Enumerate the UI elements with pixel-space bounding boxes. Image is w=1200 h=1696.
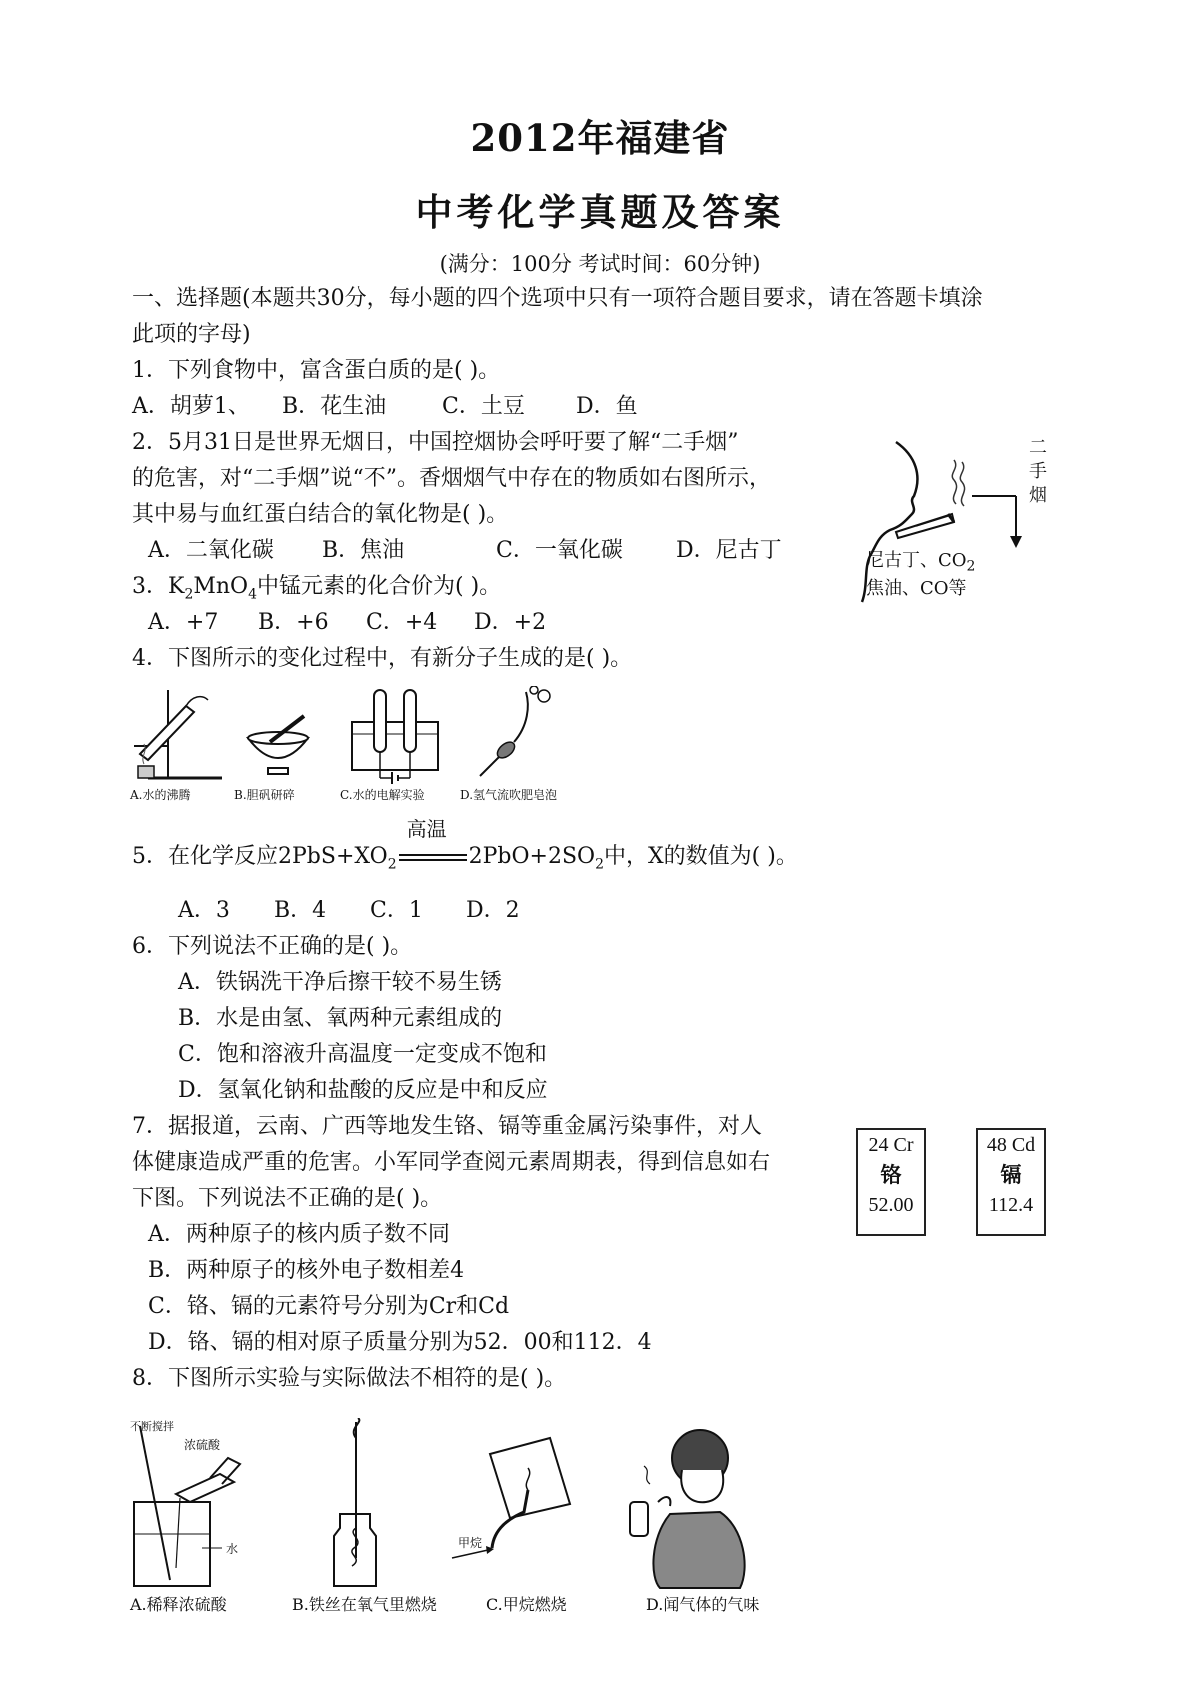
q3-option-b: B．+6 xyxy=(258,610,329,635)
q3-option-a: A．+7 xyxy=(148,610,219,635)
q2-options xyxy=(148,536,782,566)
q8-stem: 8．下图所示实验与实际做法不相符的是( )。 xyxy=(132,1366,567,1391)
q7-option-a: A．两种原子的核内质子数不同 xyxy=(148,1222,450,1247)
q7-option-c: C．铬、镉的元素符号分别为Cr和Cd xyxy=(148,1294,510,1319)
element-cr-mass: 52.00 xyxy=(868,1194,914,1216)
q6-option-b: B．水是由氢、氧两种元素组成的 xyxy=(178,1006,503,1031)
methane-label: 甲烷 xyxy=(458,1536,483,1550)
q4-apparatus-drawings xyxy=(130,686,650,784)
q8-caption-a: A.稀释浓硫酸 xyxy=(130,1595,227,1614)
q1-option-b: B．花生油 xyxy=(282,394,387,419)
q4-stem: 4．下图所示的变化过程中，有新分子生成的是( )。 xyxy=(132,646,633,671)
q8-experiment-drawings xyxy=(130,1418,810,1590)
q5-stem-part2: 2PbO+2SO xyxy=(468,844,596,869)
element-cr-number-symbol: 24 Cr xyxy=(868,1134,914,1156)
secondhand-smoke-figure xyxy=(856,436,1076,606)
q2-stem-line1: 2．5月31日是世界无烟日，中国控烟协会呼吁要了解“二手烟” xyxy=(132,430,739,455)
q3-stem-part1: 3．K xyxy=(132,574,185,599)
smoke-substances-sub: 2 xyxy=(966,558,976,575)
q5-stem-part3: 中，X的数值为( )。 xyxy=(604,844,798,869)
smoke-substances-line2: 焦油、CO等 xyxy=(866,578,967,599)
element-cd-mass: 112.4 xyxy=(988,1194,1034,1216)
q7-stem-line2: 体健康造成严重的危害。小军同学查阅元素周期表，得到信息如右 xyxy=(132,1150,771,1175)
q7-option-b: B．两种原子的核外电子数相差4 xyxy=(148,1258,465,1283)
q1-options xyxy=(132,392,638,422)
q4-caption-b: B.胆矾研碎 xyxy=(234,788,295,802)
element-card-cr xyxy=(856,1128,926,1236)
q1-option-d: D．鱼 xyxy=(576,394,638,419)
exam-info: (满分：100分 考试时间：60分钟) xyxy=(439,252,761,276)
q6-option-d: D．氢氧化钠和盐酸的反应是中和反应 xyxy=(178,1078,548,1103)
q5-sub2: 2 xyxy=(595,856,605,873)
q8-figure-row xyxy=(130,1418,810,1612)
q2-option-a: A．二氧化碳 xyxy=(148,538,274,563)
q5-sub1: 2 xyxy=(387,856,397,873)
q1-stem: 1．下列食物中，富含蛋白质的是( )。 xyxy=(132,358,501,383)
q3-stem xyxy=(132,572,501,609)
q6-option-c: C．饱和溶液升高温度一定变成不饱和 xyxy=(178,1042,547,1067)
q4-caption-a: A.水的沸腾 xyxy=(130,788,191,802)
q8-caption-b: B.铁丝在氧气里燃烧 xyxy=(292,1595,437,1614)
q3-stem-sub2: 4 xyxy=(248,586,258,603)
q2-stem-line3: 其中易与血红蛋白结合的氧化物是( )。 xyxy=(132,502,509,527)
secondhand-smoke-label: 二手烟 xyxy=(1029,437,1047,506)
element-cd-number-symbol: 48 Cd xyxy=(986,1134,1036,1156)
q5-stem xyxy=(132,817,798,879)
acid-label: 浓硫酸 xyxy=(184,1438,221,1452)
q5-stem-part1: 5．在化学反应2PbS+XO xyxy=(132,844,388,869)
page-subtitle-title: 中考化学真题及答案 xyxy=(415,190,785,234)
q2-stem-line2: 的危害，对“二手烟”说“不”。香烟烟气中存在的物质如右图所示， xyxy=(132,466,771,491)
q2-option-d: D．尼古丁 xyxy=(676,538,782,563)
q7-stem-line1: 7．据报道，云南、广西等地发生铬、镉等重金属污染事件，对人 xyxy=(132,1114,762,1139)
q5-option-b: B．4 xyxy=(274,898,327,923)
q4-figure-row xyxy=(130,686,650,806)
q3-stem-part2: MnO xyxy=(193,574,249,599)
q3-option-c: C．+4 xyxy=(366,610,438,635)
q2-option-b: B．焦油 xyxy=(322,538,405,563)
q3-option-d: D．+2 xyxy=(474,610,547,635)
q6-stem: 6．下列说法不正确的是( )。 xyxy=(132,934,413,959)
q2-option-c: C．一氧化碳 xyxy=(496,538,623,563)
q5-option-c: C．1 xyxy=(370,898,423,923)
reaction-arrow xyxy=(397,817,469,872)
q5-option-a: A．3 xyxy=(178,898,230,923)
element-card-cd xyxy=(976,1128,1046,1236)
q4-caption-c: C.水的电解实验 xyxy=(340,788,425,802)
q5-option-d: D．2 xyxy=(466,898,520,923)
q1-option-a: A．胡萝1、 xyxy=(132,394,250,419)
water-label: 水 xyxy=(226,1542,239,1556)
section-intro-cont: 此项的字母) xyxy=(132,322,251,347)
smoke-substances-text: 尼古丁、CO xyxy=(866,550,967,571)
q8-caption-d: D.闻气体的气味 xyxy=(646,1595,760,1614)
q7-option-d: D．铬、镉的相对原子质量分别为52．00和112．4 xyxy=(148,1330,652,1355)
q4-caption-d: D.氢气流吹肥皂泡 xyxy=(460,788,558,802)
q3-stem-sub1: 2 xyxy=(184,586,194,603)
q8-caption-c: C.甲烷燃烧 xyxy=(486,1595,567,1614)
q7-stem-line3: 下图。下列说法不正确的是( )。 xyxy=(132,1186,443,1211)
smoke-substances-line1 xyxy=(866,546,975,575)
element-cr-name: 铬 xyxy=(880,1163,902,1187)
stir-label: 不断搅拌 xyxy=(130,1420,174,1433)
reaction-condition: 高温 xyxy=(406,817,447,841)
q3-stem-part3: 中锰元素的化合价为( )。 xyxy=(257,574,502,599)
q5-options xyxy=(178,896,520,926)
element-cd-name: 镉 xyxy=(1000,1163,1022,1187)
q3-options xyxy=(148,608,546,638)
page-title: 2012年福建省 xyxy=(470,116,730,160)
section-intro: 一、选择题(本题共30分，每小题的四个选项中只有一项符合题目要求，请在答题卡填涂 xyxy=(132,286,983,311)
q1-option-c: C．土豆 xyxy=(442,394,525,419)
q6-option-a: A．铁锅洗干净后擦干较不易生锈 xyxy=(178,970,502,995)
